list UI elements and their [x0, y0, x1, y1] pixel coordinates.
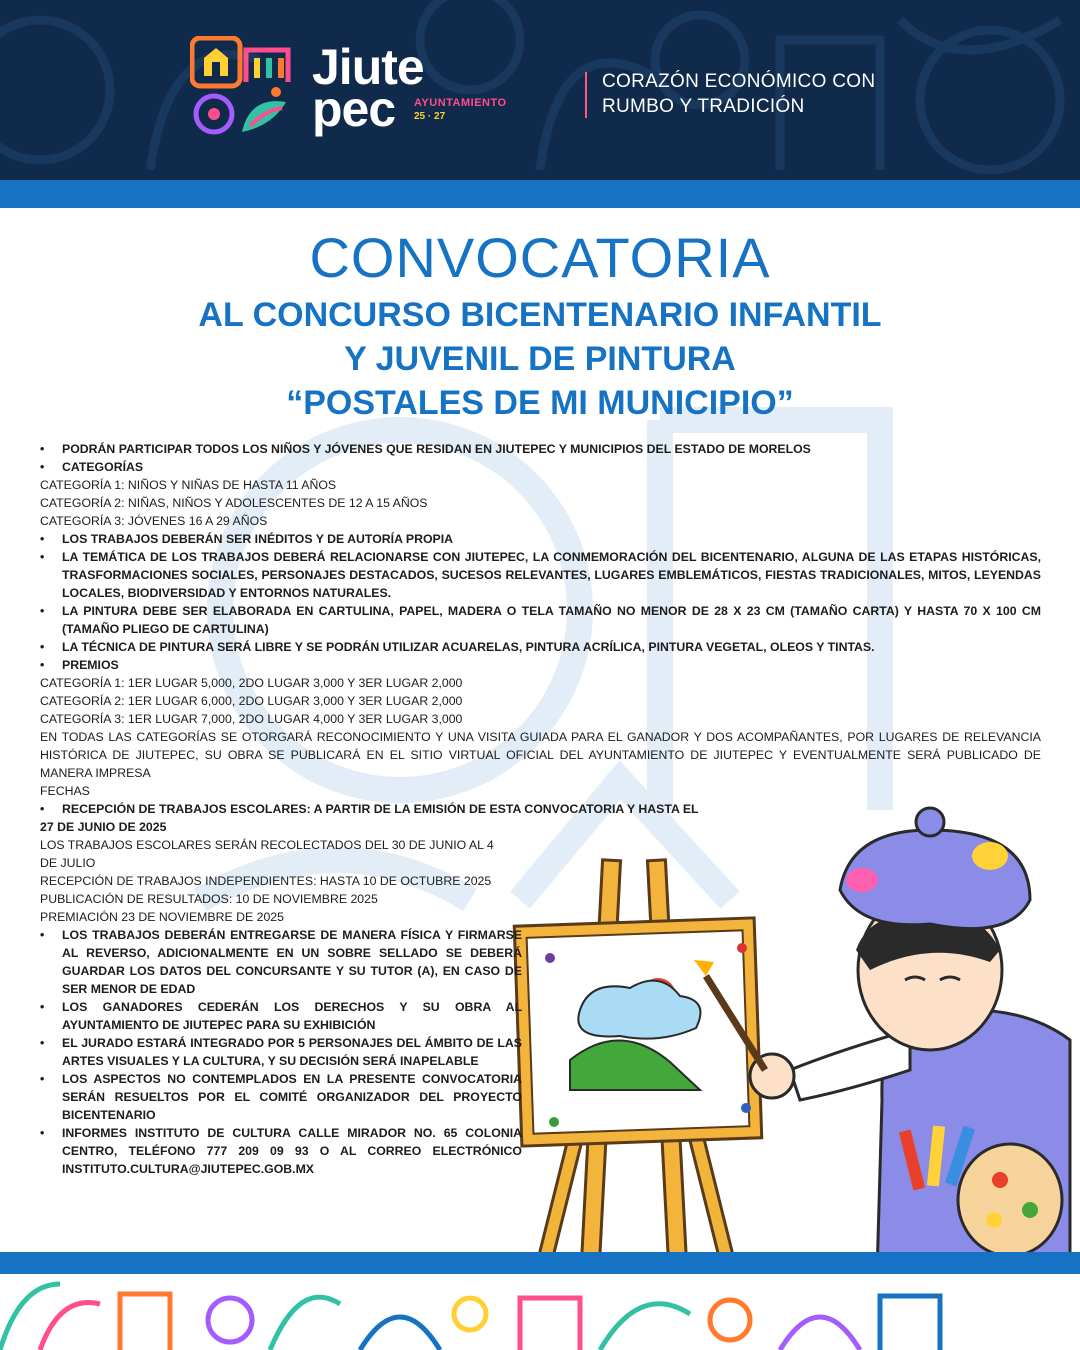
contact-info-item: • INFORMES INSTITUTO DE CULTURA CALLE MIRADOR NO. 65 COLONIA CENTRO, TELÉFONO 777 209 09 93 O AL CORREO ELECTRÓNICO INSTITUTO.CULTURA@JIUTEPEC.GOB.MX: [40, 1124, 522, 1178]
dates-heading: FECHAS: [40, 784, 90, 798]
categories-heading: • CATEGORÍAS: [40, 458, 1041, 476]
jiutepec-logo-icon: [190, 36, 294, 140]
prize-category-2: CATEGORÍA 2: 1ER LUGAR 6,000, 2DO LUGAR 3,000 Y 3ER LUGAR 2,000: [40, 694, 463, 708]
subtitle-line-1: AL CONCURSO BICENTENARIO INFANTIL: [198, 296, 882, 334]
recognition-text: EN TODAS LAS CATEGORÍAS SE OTORGARÁ RECONOCIMIENTO Y UNA VISITA GUIADA PARA EL GANADOR Y DOS ACOMPAÑANTES, POR LUGARES DE RELEVANCIA HISTÓRICA DE JIUTEPEC, SU OBRA SE PUBLICARÁ EN EL SITIO VIRTUAL OFICIAL DEL AYUNTAMIENTO DE JIUTEPEC Y EVENTUALMENTE SERÁ PUBLICADO DE MANERA IMPRESA: [40, 730, 1041, 780]
page-title: CONVOCATORIA: [309, 226, 771, 289]
original-works-item: • LOS TRABAJOS DEBERÁN SER INÉDITOS Y DE AUTORÍA PROPIA: [40, 530, 1041, 548]
collection-dates: LOS TRABAJOS ESCOLARES SERÁN RECOLECTADOS DEL 30 DE JUNIO AL 4 DE JULIO: [40, 838, 494, 870]
school-reception-item: • RECEPCIÓN DE TRABAJOS ESCOLARES: A PARTIR DE LA EMISIÓN DE ESTA CONVOCATORIA Y HASTA EL: [40, 800, 1041, 818]
footer-blue-band: [0, 1252, 1080, 1274]
footer-decorative-pattern: [0, 1274, 1080, 1350]
rights-item: • LOS GANADORES CEDERÁN LOS DERECHOS Y SU OBRA AL AYUNTAMIENTO DE JIUTEPEC PARA SU EXHIBICIÓN: [40, 998, 522, 1034]
slogan-line-2: RUMBO Y TRADICIÓN: [602, 96, 805, 117]
jury-item: • EL JURADO ESTARÁ INTEGRADO POR 5 PERSONAJES DEL ÁMBITO DE LAS ARTES VISUALES Y LA CULTURA, Y SU DECISIÓN SERÁ INAPELABLE: [40, 1034, 522, 1070]
logo-word-bottom: pec: [312, 81, 396, 137]
category-1: CATEGORÍA 1: NIÑOS Y NIÑAS DE HASTA 11 AÑOS: [40, 478, 337, 492]
logo-subtitle: AYUNTAMIENTO: [414, 97, 507, 109]
prizes-heading: • PREMIOS: [40, 656, 1041, 674]
logo-word-top: Jiute: [312, 39, 424, 95]
category-3: CATEGORÍA 3: JÓVENES 16 A 29 AÑOS: [40, 514, 268, 528]
subtitle-line-3: “POSTALES DE MI MUNICIPIO”: [286, 384, 794, 422]
header-banner: [0, 0, 1080, 180]
header-blue-band: [0, 180, 1080, 208]
subtitle-line-2: Y JUVENIL DE PINTURA: [344, 340, 736, 378]
delivery-item: • LOS TRABAJOS DEBERÁN ENTREGARSE DE MANERA FÍSICA Y FIRMARSE AL REVERSO, ADICIONALMENTE EN UN SOBRE SELLADO SE DEBERÁ GUARDAR LOS DATOS DEL CONCURSANTE Y SU TUTOR (A), EN CASO DE SER MENOR DE EDAD: [40, 926, 522, 998]
prize-category-1: CATEGORÍA 1: 1ER LUGAR 5,000, 2DO LUGAR 3,000 Y 3ER LUGAR 2,000: [40, 676, 463, 690]
prize-category-3: CATEGORÍA 3: 1ER LUGAR 7,000, 2DO LUGAR 4,000 Y 3ER LUGAR 3,000: [40, 712, 463, 726]
category-2: CATEGORÍA 2: NIÑAS, NIÑOS Y ADOLESCENTES DE 12 A 15 AÑOS: [40, 496, 428, 510]
results-date: PUBLICACIÓN DE RESULTADOS: 10 DE NOVIEMBRE 2025: [40, 892, 378, 906]
header-background-pattern: [0, 0, 1080, 180]
independent-reception: RECEPCIÓN DE TRABAJOS INDEPENDIENTES: HASTA 10 DE OCTUBRE 2025: [40, 874, 492, 888]
theme-item: • LA TEMÁTICA DE LOS TRABAJOS DEBERÁ RELACIONARSE CON JIUTEPEC, LA CONMEMORACIÓN DEL BICENTENARIO, ALGUNA DE LAS ETAPAS HISTÓRICAS, TRASFORMACIONES SOCIALES, PERSONAJES DESTACADOS, SUCESOS RELEVANTES, LUGARES EMBLEMÁTICOS, FIESTAS TRADICIONALES, MITOS, LEYENDAS LOCALES, BIODIVERSIDAD Y ENTORNOS NATURALES.: [40, 548, 1041, 602]
participants-item: • PODRÁN PARTICIPAR TODOS LOS NIÑOS Y JÓVENES QUE RESIDAN EN JIUTEPEC Y MUNICIPIOS DEL ESTADO DE MORELOS: [40, 440, 1041, 458]
logo-years: 25 · 27: [414, 111, 446, 122]
technique-item: • LA TÉCNICA DE PINTURA SERÁ LIBRE Y SE PODRÁN UTILIZAR ACUARELAS, PINTURA ACRÍLICA, PINTURA VEGETAL, OLEOS Y TINTAS.: [40, 638, 1041, 656]
other-aspects-item: • LOS ASPECTOS NO CONTEMPLADOS EN LA PRESENTE CONVOCATORIA SERÁN RESUELTOS POR EL COMITÉ ORGANIZADOR DEL PROYECTO BICENTENARIO: [40, 1070, 522, 1124]
call-details: [40, 440, 1041, 1178]
header-divider: [585, 72, 587, 118]
awards-date: PREMIACIÓN 23 DE NOVIEMBRE DE 2025: [40, 910, 284, 924]
slogan-line-1: CORAZÓN ECONÓMICO CON: [602, 71, 876, 92]
materials-item: • LA PINTURA DEBE SER ELABORADA EN CARTULINA, PAPEL, MADERA O TELA TAMAÑO NO MENOR DE 28 X 23 CM (TAMAÑO CARTA) Y HASTA 70 X 100 CM (TAMAÑO PLIEGO DE CARTULINA): [40, 602, 1041, 638]
school-reception-date: 27 DE JUNIO DE 2025: [40, 820, 167, 834]
